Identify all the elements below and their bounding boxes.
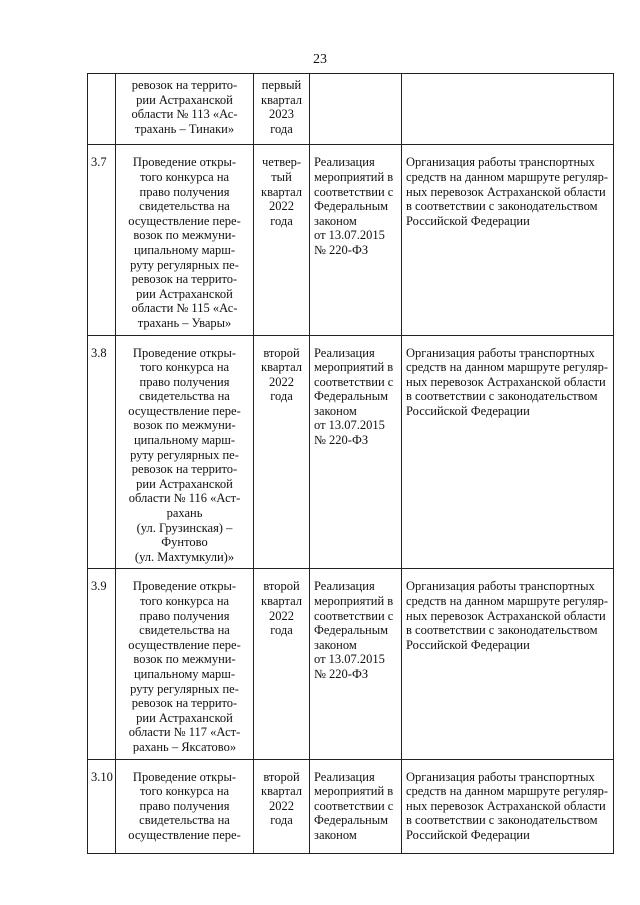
- term-cell: второй квартал 2022 года: [254, 335, 310, 569]
- table-row: [88, 145, 614, 335]
- page-number: 23: [313, 52, 327, 67]
- term-cell: четвер- тый квартал 2022 года: [254, 145, 310, 335]
- row-number: 3.10: [88, 759, 116, 853]
- table-row: [88, 335, 614, 569]
- implementation-cell: [310, 74, 402, 145]
- result-cell: Организация работы транспортных средств на данном маршруте регуляр- ных перевозок Астраханской области в соответствии с законодательством Российской Федерации: [402, 145, 614, 335]
- row-number: 3.7: [88, 145, 116, 335]
- measures-table: [87, 73, 614, 854]
- result-cell: Организация работы транспортных средств на данном маршруте регуляр- ных перевозок Астраханской области в соответствии с законодательством Российской Федерации: [402, 335, 614, 569]
- task-cell: Проведение откры- того конкурса на право получения свидетельства на осуществление пере- возок по межмуни- ципальному марш- руту регулярных пе- ревозок на террито- рии Астраханской области № 115 «Ас- трахань – Увары»: [116, 145, 254, 335]
- implementation-cell: Реализация мероприятий в соответствии с Федеральным законом от 13.07.2015 № 220-ФЗ: [310, 569, 402, 759]
- term-cell: второй квартал 2022 года: [254, 759, 310, 853]
- term-cell: второй квартал 2022 года: [254, 569, 310, 759]
- table-row: [88, 759, 614, 853]
- result-cell: Организация работы транспортных средств на данном маршруте регуляр- ных перевозок Астраханской области в соответствии с законодательством Российской Федерации: [402, 759, 614, 853]
- implementation-cell: Реализация мероприятий в соответствии с Федеральным законом от 13.07.2015 № 220-ФЗ: [310, 335, 402, 569]
- task-cell: Проведение откры- того конкурса на право получения свидетельства на осуществление пере-: [116, 759, 254, 853]
- task-cell: Проведение откры- того конкурса на право получения свидетельства на осуществление пере- возок по межмуни- ципальному марш- руту регулярных пе- ревозок на террито- рии Астраханской области № 116 «Аст- рахань (ул. Грузинская) – Фунтово (ул. Махтумкули)»: [116, 335, 254, 569]
- task-cell: Проведение откры- того конкурса на право получения свидетельства на осуществление пере- возок по межмуни- ципальному марш- руту регулярных пе- ревозок на террито- рии Астраханской области № 117 «Аст- рахань – Яксатово»: [116, 569, 254, 759]
- task-cell: ревозок на террито- рии Астраханской области № 113 «Ас- трахань – Тинаки»: [116, 74, 254, 145]
- term-cell: первый квартал 2023 года: [254, 74, 310, 145]
- table-row: [88, 74, 614, 145]
- implementation-cell: Реализация мероприятий в соответствии с Федеральным законом: [310, 759, 402, 853]
- result-cell: Организация работы транспортных средств на данном маршруте регуляр- ных перевозок Астраханской области в соответствии с законодательством Российской Федерации: [402, 569, 614, 759]
- result-cell: [402, 74, 614, 145]
- row-number: [88, 74, 116, 145]
- row-number: 3.9: [88, 569, 116, 759]
- row-number: 3.8: [88, 335, 116, 569]
- table-row: [88, 569, 614, 759]
- implementation-cell: Реализация мероприятий в соответствии с Федеральным законом от 13.07.2015 № 220-ФЗ: [310, 145, 402, 335]
